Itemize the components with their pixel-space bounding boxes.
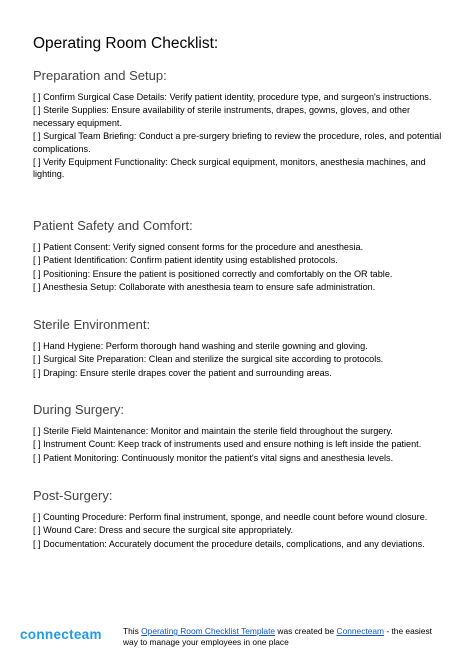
checklist-item: [ ] Sterile Supplies: Ensure availability of sterile instruments, drapes, gowns, gloves, and other necessary equipment. (33, 105, 411, 128)
page-title: Operating Room Checklist: (33, 35, 219, 52)
footer-text-middle: was created be (275, 626, 337, 636)
section-post-surgery (33, 488, 443, 551)
checklist-item: [ ] Draping: Ensure sterile drapes cover the patient and surrounding areas. (33, 367, 332, 378)
section-heading: Post-Surgery: (33, 488, 113, 503)
checklist-item: [ ] Patient Identification: Confirm patient identity using established protocols. (33, 255, 338, 266)
section-during-surgery (33, 402, 443, 465)
checklist-item: [ ] Sterile Field Maintenance: Monitor and maintain the sterile field throughout the surgery. (33, 426, 393, 436)
template-link[interactable]: Operating Room Checklist Template (141, 626, 276, 636)
connecteam-link[interactable]: Connecteam (336, 626, 385, 636)
checklist-item: [ ] Counting Procedure: Perform final instrument, sponge, and needle count before wound closure. (33, 512, 428, 522)
checklist-item: [ ] Patient Consent: Verify signed consent forms for the procedure and anesthesia. (33, 242, 364, 252)
checklist-item: [ ] Patient Monitoring: Continuously monitor the patient's vital signs and anesthesia levels. (33, 452, 394, 463)
connecteam-logo[interactable]: connecteam (20, 627, 102, 642)
checklist-item: [ ] Hand Hygiene: Perform thorough hand washing and sterile gowning and gloving. (33, 341, 368, 351)
footer-text (123, 626, 443, 647)
checklist-item: [ ] Anesthesia Setup: Collaborate with anesthesia team to ensure safe administration. (33, 282, 376, 293)
checklist-item: [ ] Surgical Site Preparation: Clean and sterilize the surgical site according to protocols. (33, 354, 384, 365)
section-heading: Sterile Environment: (33, 317, 151, 332)
checklist-item: [ ] Instrument Count: Keep track of instruments used and ensure nothing is left inside the patient. (33, 439, 422, 450)
section-patient-safety (33, 218, 443, 295)
checklist-item: [ ] Wound Care: Dress and secure the surgical site appropriately. (33, 525, 293, 536)
footer (0, 620, 458, 650)
checklist-item: [ ] Surgical Team Briefing: Conduct a pre-surgery briefing to review the procedure, roles, and potential complications. (33, 131, 442, 154)
checklist-item: [ ] Verify Equipment Functionality: Check surgical equipment, monitors, anesthesia machines, and lighting. (33, 157, 426, 180)
footer-text-prefix: This (123, 626, 142, 636)
section-heading: Patient Safety and Comfort: (33, 218, 193, 233)
checklist-item: [ ] Documentation: Accurately document the procedure details, complications, and any deviations. (33, 538, 425, 549)
section-heading: During Surgery: (33, 402, 125, 417)
section-preparation (33, 68, 443, 182)
section-heading: Preparation and Setup: (33, 68, 167, 83)
checklist-item: [ ] Positioning: Ensure the patient is positioned correctly and comfortably on the OR table. (33, 268, 393, 279)
checklist-item: [ ] Confirm Surgical Case Details: Verify patient identity, procedure type, and surgeon's instructions. (33, 92, 432, 102)
section-sterile-environment (33, 317, 443, 380)
footer-text-suffix: - the easiest way to manage your employees in one place (123, 626, 432, 647)
